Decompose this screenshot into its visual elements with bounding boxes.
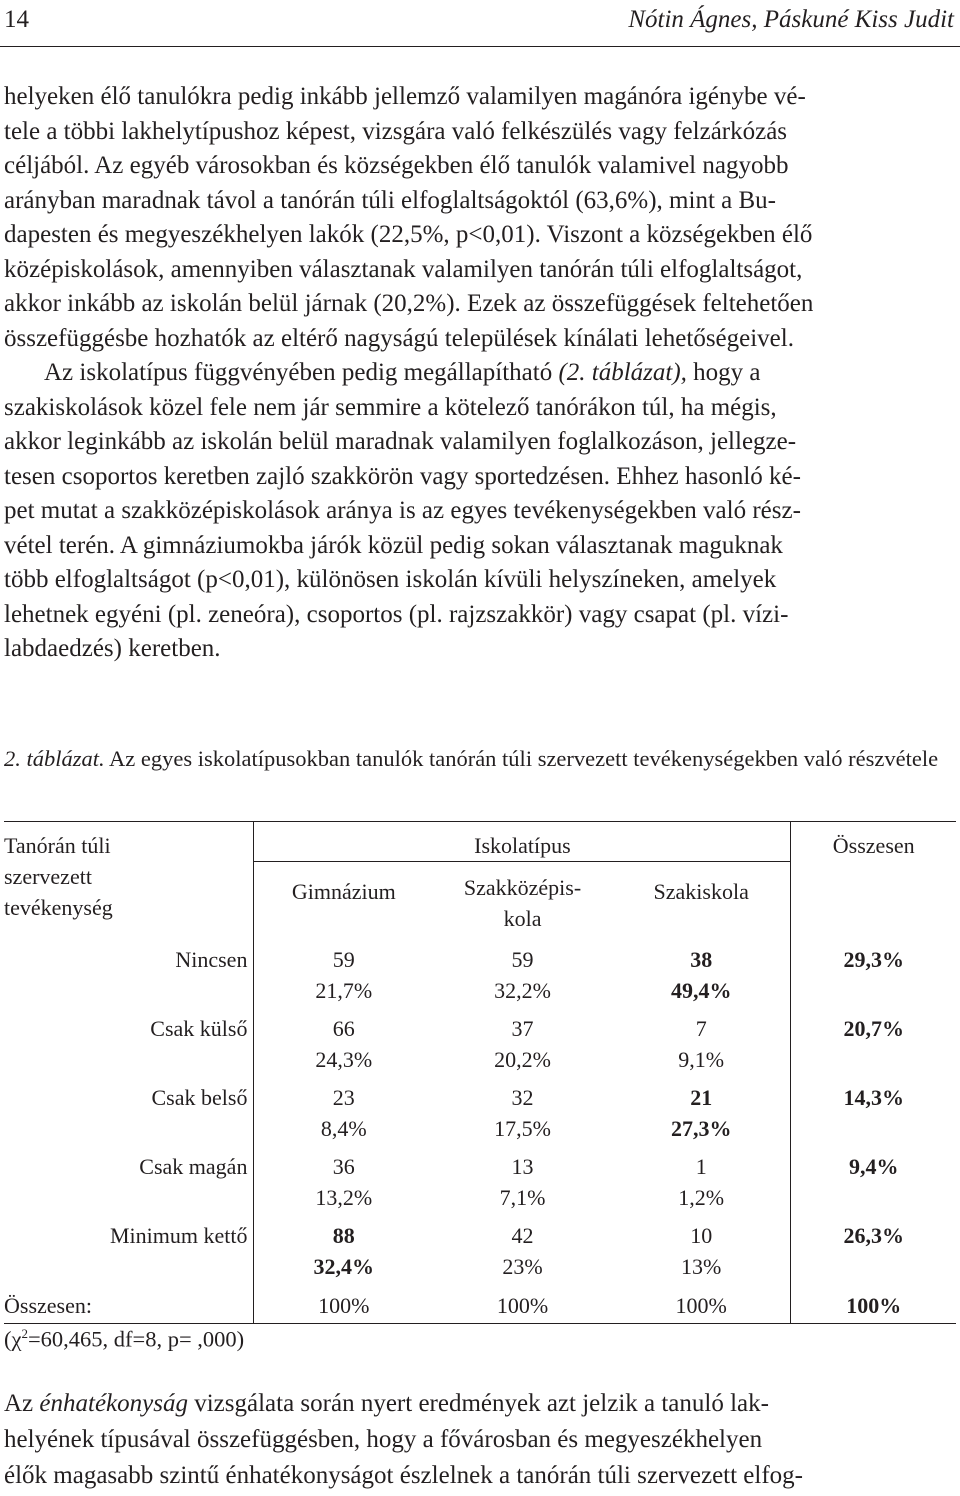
table-row: Nincsen 59 21,7% 59 32,2% 38 49,4% 29,3% (4, 934, 956, 1006)
running-header (0, 0, 960, 44)
col-header-gimnazium: Gimnázium (291, 879, 396, 904)
total-header: Összesen (791, 822, 956, 862)
data-table (4, 821, 956, 1324)
col-header-szakkozepiskola: Szakközépis- kola (463, 875, 582, 931)
table-caption (4, 742, 956, 776)
running-head-authors: Nótin Ágnes, Páskuné Kiss Judit (628, 6, 954, 33)
table-row: Csak magán 36 13,2% 13 7,1% 1 1,2% 9,4% (4, 1144, 956, 1213)
table-row: Minimum kettő 88 32,4% 42 23% 10 13% 26,3% (4, 1213, 956, 1282)
table-total-row: Összesen: 100% 100% 100% 100% (4, 1282, 956, 1324)
corner-header: Tanórán túli szervezett tevékenység (4, 822, 254, 935)
table-reference: (2. táblázat), (558, 359, 687, 386)
page-number: 14 (4, 6, 29, 33)
group-header-iskolatipus: Iskolatípus (254, 822, 791, 862)
caption-number: 2. táblázat. (4, 746, 105, 771)
col-header-szakiskola: Szakiskola (653, 879, 749, 904)
header-rule (0, 46, 960, 47)
caption-text: Az egyes iskolatípusokban tanulók tanórán túli szervezett tevékenységekben való részvétele (104, 746, 939, 771)
table-row: Csak külső 66 24,3% 37 20,2% 7 9,1% 20,7% (4, 1006, 956, 1075)
bottom-paragraph: Az énhatékonyság vizsgálata során nyert eredmények azt jelzik a tanuló lak- helyének típusával összefüggésben, hogy a fővárosban és megyeszékhelyen élők magasabb szintű énhatékonyságot észlelnek a tanórán túli szervezett elfog- (4, 1390, 803, 1489)
paragraph-1: helyeken élő tanulókra pedig inkább jellemző valamilyen magánóra igénybe vé- tele a többi lakhelytípushoz képest, vizsgára való felkészülés vagy felzárkózás céljából. Az egyéb városokban és községekben élő tanulók valamivel nagyobb arányban maradnak távol a tanórán túli elfoglaltságoktól (63,6%), mint a Bu- dapesten és megyeszékhelyen lakók (22,5%, p<0,01). Viszont a községekben élő középiskolások, amennyiben választanak valamilyen tanórán túli elfoglaltságot, akkor inkább az iskolán belül járnak (20,2%). Ezek az összefüggések feltehetően összefüggésbe hozhatók az eltérő nagyságú települések kínálati lehetőségeivel. (4, 83, 814, 352)
chi-square-note: ($\chi^2=60,465$, df=8, p= ,000) (4, 1326, 245, 1352)
body-text (4, 80, 956, 667)
paragraph-2: Az iskolatípus függvényében pedig megállapítható (2. táblázat), hogy a szakiskolások közel fele nem jár semmire a kötelező tanórákon túl, ha mégis, akkor leginkább az iskolán belül maradnak valamilyen foglalkozáson, jellegze- tesen csoportos keretben zajló szakkörön vagy sportedzésen. Ehhez hasonló ké- pet mutat a szakközépiskolások aránya is az egyes tevékenységekben való rész- vétel terén. A gimnáziumokba járók közül pedig sokan választanak maguknak több elfoglaltságot (p<0,01), különösen iskolán kívüli helyszíneken, amelyek lehetnek egyéni (pl. zeneóra), csoportos (pl. rajzszakkör) vagy csapat (pl. vízi- labdaedzés) keretben. (4, 359, 801, 662)
italic-term: énhatékonyság (39, 1390, 188, 1417)
table-row: Csak belső 23 8,4% 32 17,5% 21 27,3% 14,3% (4, 1075, 956, 1144)
